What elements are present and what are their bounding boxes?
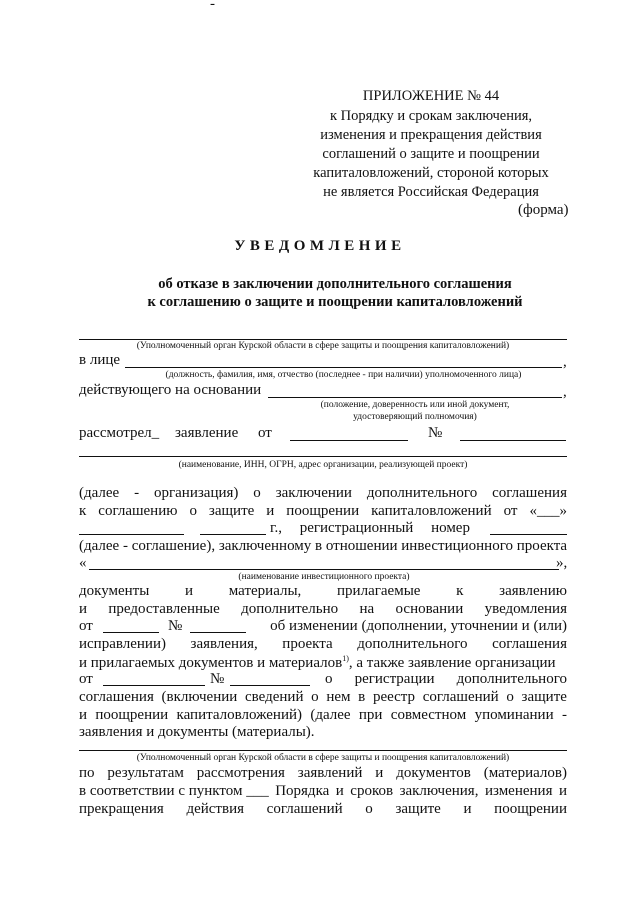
- official-field[interactable]: [125, 367, 562, 368]
- appendix-line: соглашений о защите и поощрении: [322, 146, 540, 162]
- quote-open: «: [79, 555, 87, 571]
- number-sign: №: [168, 618, 183, 634]
- notice-number-field[interactable]: [190, 632, 246, 633]
- comma: ,: [563, 354, 567, 370]
- project-name-field[interactable]: [89, 569, 559, 570]
- body-line: заявления и документы (материалы).: [79, 724, 315, 740]
- organization-field[interactable]: [79, 456, 567, 457]
- body-line: документы и материалы, прилагаемые к заявлению: [79, 583, 567, 599]
- appendix-title: ПРИЛОЖЕНИЕ № 44: [362, 88, 500, 104]
- from-label: от: [258, 425, 272, 441]
- body-line: о регистрации дополнительного: [325, 671, 567, 687]
- basis-field[interactable]: [268, 397, 562, 398]
- body-line: по результатам рассмотрения заявлений и документов (материалов): [79, 765, 567, 781]
- body-line: и прилагаемых документов и материалов$^{1)}$, а также заявление организации: [79, 654, 556, 671]
- comma: ,: [563, 384, 567, 400]
- body-line: (далее - соглашение), заключенному в отношении инвестиционного проекта: [79, 538, 568, 554]
- official-caption: (должность, фамилия, имя, отчество (последнее - при наличии) уполномоченного лица): [165, 370, 522, 380]
- application-label: заявление: [175, 425, 239, 441]
- acting-basis-label: действующего на основании: [79, 382, 262, 398]
- authority-caption-2: (Уполномоченный орган Курской области в сфере защиты и поощрения капиталовложений): [136, 753, 510, 763]
- body-line: исправлении) заявления, проекта дополнительного соглашения: [79, 636, 567, 652]
- authority-field[interactable]: [79, 339, 567, 340]
- header-mark: -: [210, 0, 215, 12]
- appendix-line: не является Российская Федерация: [323, 184, 539, 200]
- project-caption: (наименование инвестиционного проекта): [238, 572, 410, 582]
- body-line: прекращения действия соглашений о защите и поощрении: [79, 801, 567, 817]
- appendix-line: к Порядку и срокам заключения,: [329, 108, 533, 124]
- reviewed-label: рассмотрел_: [79, 425, 160, 441]
- agreement-year-field[interactable]: [200, 534, 266, 535]
- authority-caption: (Уполномоченный орган Курской области в сфере защиты и поощрения капиталовложений): [136, 341, 510, 351]
- quote-close: »,: [556, 555, 568, 571]
- number-sign: №: [210, 671, 225, 687]
- form-label: (форма): [518, 202, 569, 218]
- appendix-line: капиталовложений, стороной которых: [313, 165, 549, 181]
- document-title: УВЕДОМЛЕНИЕ: [234, 238, 406, 254]
- body-line: г., регистрационный номер: [270, 520, 470, 536]
- from-label: от: [79, 671, 93, 687]
- body-line: в соответствии с пунктом ___ Порядка и сроков заключения, изменения и: [79, 783, 567, 799]
- registration-application-number-field[interactable]: [230, 685, 310, 686]
- notice-date-field[interactable]: [103, 632, 159, 633]
- number-sign: №: [428, 425, 443, 441]
- body-line: об изменении (дополнении, уточнении и (или): [270, 618, 567, 634]
- body-line: и предоставленные дополнительно на основании уведомления: [79, 601, 567, 617]
- document-subtitle: об отказе в заключении дополнительного соглашения: [158, 276, 512, 292]
- basis-caption: (положение, доверенность или иной документ,: [320, 400, 510, 410]
- in-person-label: в лице: [79, 352, 121, 368]
- basis-caption: удостоверяющий полномочия): [353, 412, 477, 422]
- body-line: и поощрении капиталовложений) (далее при совместном упоминании -: [79, 707, 567, 723]
- application-date-field[interactable]: [290, 440, 408, 441]
- body-line: соглашения (включении сведений о нем в реестр соглашений о защите: [79, 689, 567, 705]
- application-number-field[interactable]: [460, 440, 566, 441]
- organization-caption: (наименование, ИНН, ОГРН, адрес организации, реализующей проект): [178, 460, 468, 470]
- registration-number-field[interactable]: [490, 534, 567, 535]
- body-line: к соглашению о защите и поощрении капиталовложений от «___»: [79, 503, 567, 519]
- authority-field-2[interactable]: [79, 750, 567, 751]
- agreement-date-field[interactable]: [79, 534, 184, 535]
- registration-application-date-field[interactable]: [103, 685, 205, 686]
- appendix-line: изменения и прекращения действия: [320, 127, 542, 143]
- document-subtitle: к соглашению о защите и поощрении капиталовложений: [147, 294, 523, 310]
- from-label: от: [79, 618, 93, 634]
- body-line: (далее - организация) о заключении дополнительного соглашения: [79, 485, 567, 501]
